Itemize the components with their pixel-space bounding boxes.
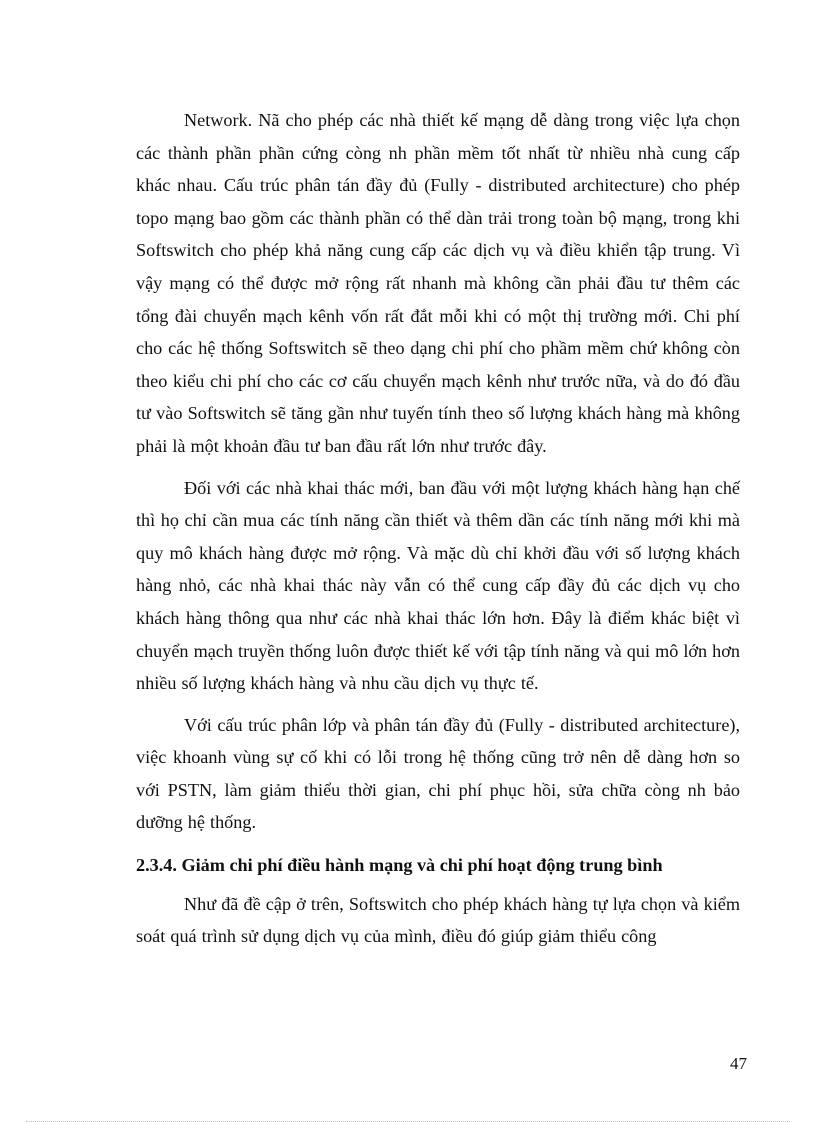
section-heading: 2.3.4. Giảm chi phí điều hành mạng và chi phí hoạt động trung bình xyxy=(136,855,663,876)
page-number: 47 xyxy=(730,1054,747,1073)
body-paragraph-1: Network. Nã cho phép các nhà thiết kế mạng dễ dàng trong việc lựa chọn các thành phần phần cứng còng nh phần mềm tốt nhất từ nhiều nhà cung cấp khác nhau. Cấu trúc phân tán đầy đủ (Fully - distributed architecture) cho phép topo mạng bao gồm các thành phần có thể dàn trải trong toàn bộ mạng, trong khi Softswitch cho phép khả năng cung cấp các dịch vụ và điều khiển tập trung. Vì vậy mạng có thể được mở rộng rất nhanh mà không cần phải đầu tư thêm các tổng đài chuyển mạch kênh vốn rất đắt mỗi khi có một thị trường mới. Chi phí cho các hệ thống Softswitch sẽ theo dạng chi phí cho phầm mềm chứ không còn theo kiểu chi phí cho các cơ cấu chuyển mạch kênh như trước nữa, và do đó đầu tư vào Softswitch sẽ tăng gần như tuyến tính theo số lượng khách hàng mà không phải là một khoản đầu tư ban đầu rất lớn như trước đây. xyxy=(136,110,740,456)
page-bottom-divider xyxy=(26,1121,790,1122)
body-paragraph-2: Đối với các nhà khai thác mới, ban đầu với một lượng khách hàng hạn chế thì họ chỉ cần mua các tính năng cần thiết và thêm dần các tính năng mới khi mà quy mô khách hàng được mở rộng. Và mặc dù chỉ khởi đầu với số lượng khách hàng nhỏ, các nhà khai thác này vẫn có thể cung cấp đầy đủ các dịch vụ cho khách hàng thông qua như các nhà khai thác lớn hơn. Đây là điểm khác biệt vì chuyển mạch truyền thống luôn được thiết kế với tập tính năng và qui mô lớn hơn nhiều số lượng khách hàng và nhu cầu dịch vụ thực tế. xyxy=(136,477,740,694)
page-body xyxy=(136,104,740,953)
body-paragraph-4: Như đã đề cập ở trên, Softswitch cho phép khách hàng tự lựa chọn và kiểm soát quá trình sử dụng dịch vụ của mình, điều đó giúp giảm thiểu công xyxy=(136,893,740,947)
body-paragraph-3: Với cấu trúc phân lớp và phân tán đầy đủ (Fully - distributed architecture), việc khoanh vùng sự cố khi có lỗi trong hệ thống cũng trở nên dễ dàng hơn so với PSTN, làm giảm thiểu thời gian, chi phí phục hồi, sửa chữa còng nh bảo dưỡng hệ thống. xyxy=(136,714,740,833)
